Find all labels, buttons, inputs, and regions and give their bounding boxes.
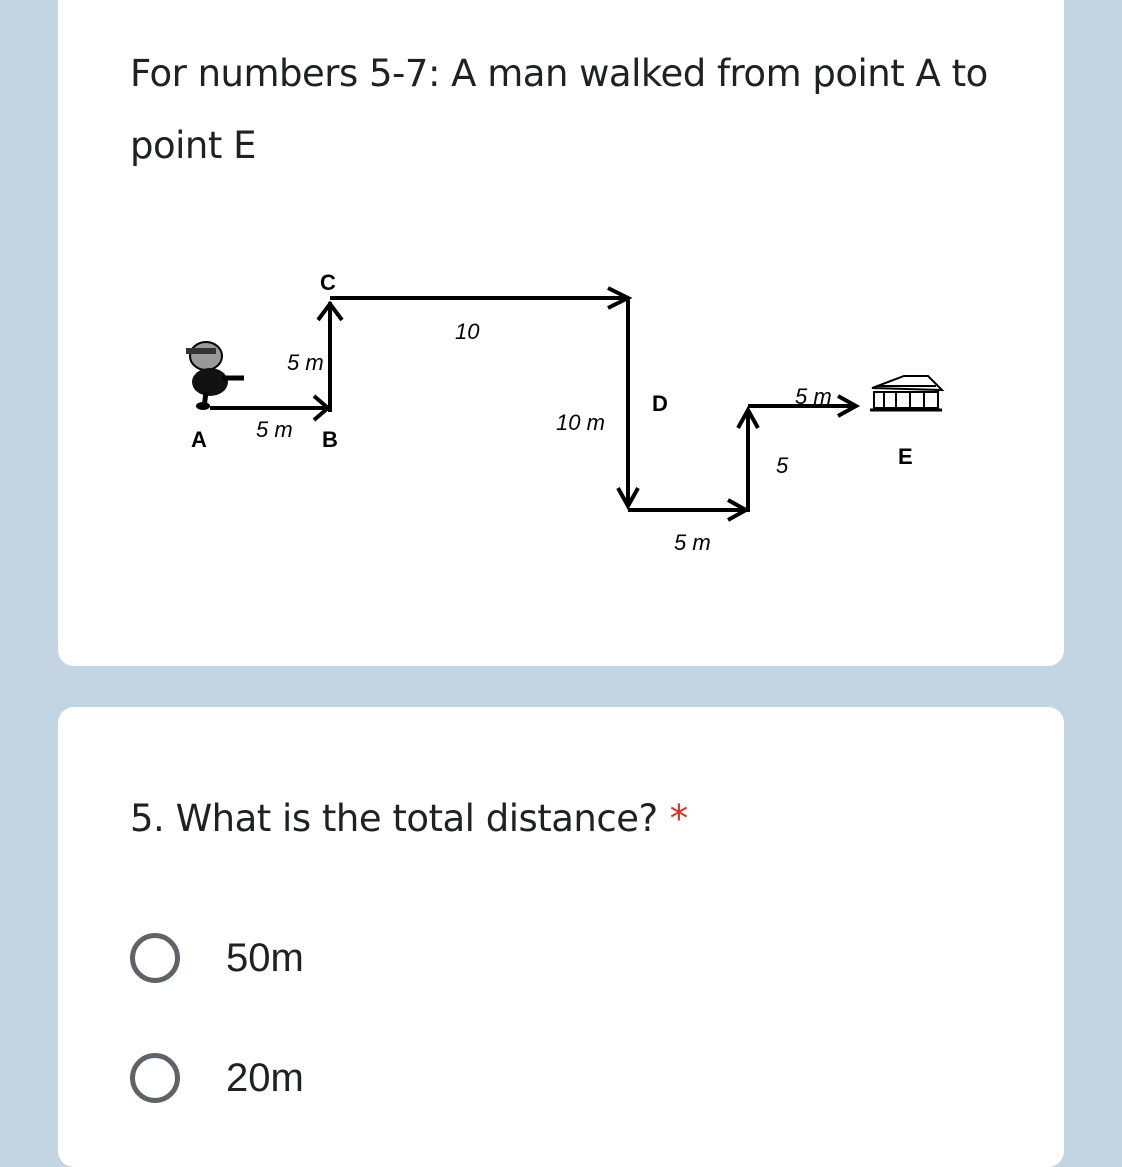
- label-cd-down: 10 m: [556, 410, 605, 435]
- label-d-bottom: 5 m: [674, 530, 711, 555]
- label-cd-top: 10: [455, 319, 480, 344]
- intro-text: For numbers 5-7: A man walked from point A to point E: [130, 52, 988, 167]
- option-20m[interactable]: [130, 1053, 304, 1103]
- radio-button[interactable]: [130, 1053, 180, 1103]
- question-text: 5. What is the total distance?: [130, 797, 658, 840]
- required-marker: *: [669, 797, 688, 840]
- point-label-a: A: [191, 427, 207, 452]
- point-label-d: D: [652, 391, 668, 416]
- label-bc: 5 m: [287, 350, 324, 375]
- question-title: [130, 797, 688, 840]
- label-up: 5: [776, 453, 789, 478]
- option-label: 50m: [226, 935, 304, 980]
- label-e: 5 m: [795, 384, 832, 409]
- radio-button[interactable]: [130, 933, 180, 983]
- person-icon: [186, 342, 244, 410]
- option-50m[interactable]: [130, 933, 304, 983]
- point-label-e: E: [898, 444, 913, 469]
- point-label-c: C: [320, 270, 336, 295]
- house-icon: [870, 376, 942, 410]
- label-ab: 5 m: [256, 417, 293, 442]
- option-label: 20m: [226, 1055, 304, 1100]
- question-card: [58, 707, 1064, 1167]
- point-label-b: B: [322, 427, 338, 452]
